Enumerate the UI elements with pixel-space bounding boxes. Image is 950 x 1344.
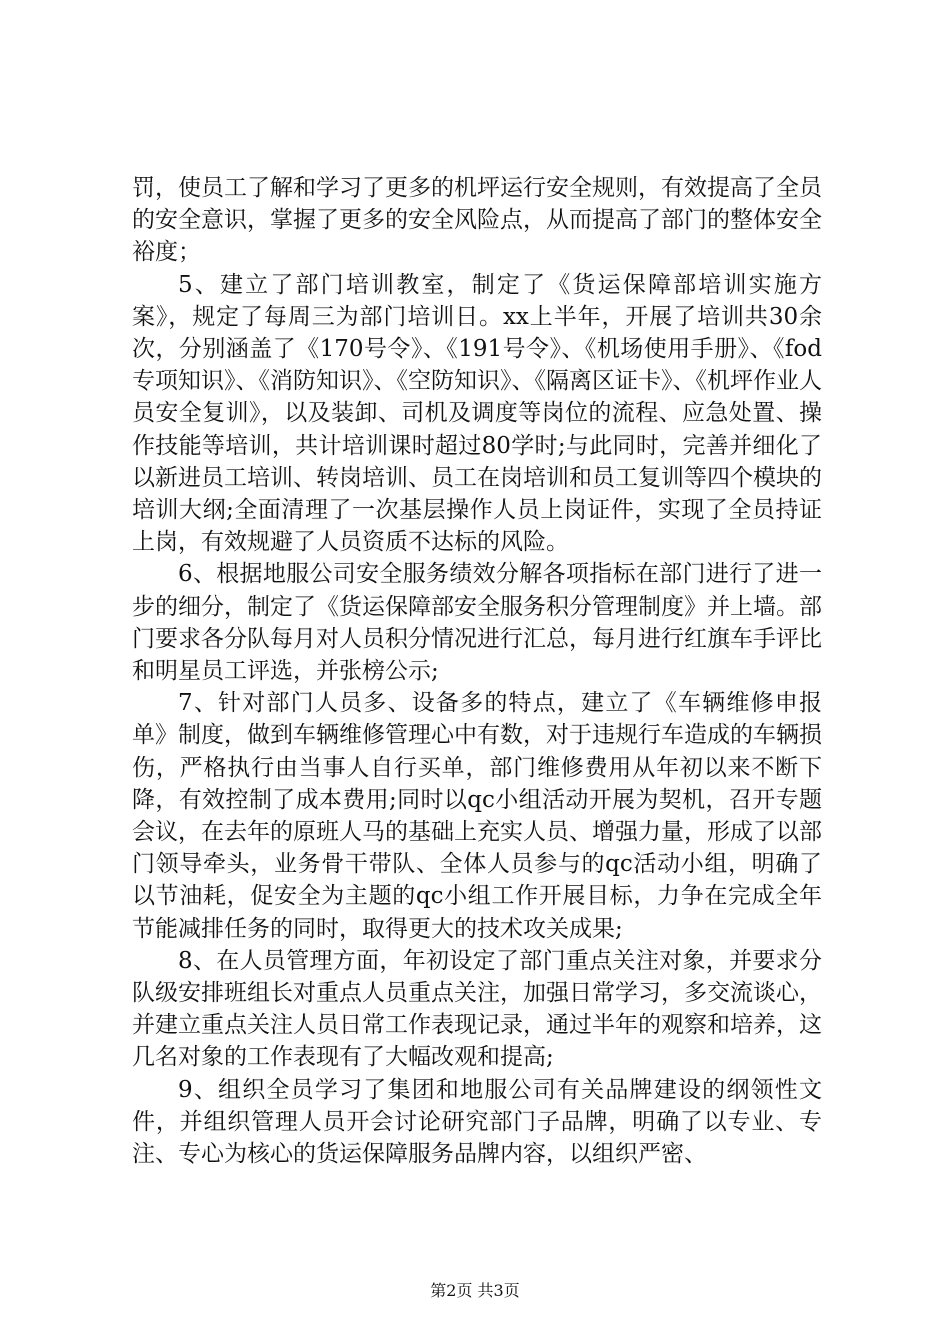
document-body	[132, 172, 822, 1170]
paragraph-item-6: 6、根据地服公司安全服务绩效分解各项指标在部门进行了进一步的细分，制定了《货运保障部安全服务积分管理制度》并上墙。部门要求各分队每月对人员积分情况进行汇总，每月进行红旗车手评比和明星员工评选，并张榜公示;	[132, 561, 822, 685]
paragraph-item-7: 7、针对部门人员多、设备多的特点，建立了《车辆维修申报单》制度，做到车辆维修管理心中有数，对于违规行车造成的车辆损伤，严格执行由当事人自行买单，部门维修费用从年初以来不断下降，有效控制了成本费用;同时以qc小组活动开展为契机，召开专题会议，在去年的原班人马的基础上充实人员、增强力量，形成了以部门领导牵头，业务骨干带队、全体人员参与的qc活动小组，明确了以节油耗，促安全为主题的qc小组工作开展目标，力争在完成全年节能减排任务的同时，取得更大的技术攻关成果;	[132, 690, 822, 942]
paragraph-item-8: 8、在人员管理方面，年初设定了部门重点关注对象，并要求分队级安排班组长对重点人员重点关注，加强日常学习，多交流谈心，并建立重点关注人员日常工作表现记录，通过半年的观察和培养，这几名对象的工作表现有了大幅改观和提高;	[132, 947, 822, 1071]
paragraph-item-9: 9、组织全员学习了集团和地服公司有关品牌建设的纲领性文件，并组织管理人员开会讨论研究部门子品牌，明确了以专业、专注、专心为核心的货运保障服务品牌内容，以组织严密、	[132, 1076, 822, 1168]
page-footer: 第2页 共3页	[430, 1281, 520, 1300]
paragraph-continuation: 罚，使员工了解和学习了更多的机坪运行安全规则，有效提高了全员的安全意识，掌握了更多的安全风险点，从而提高了部门的整体安全裕度；	[132, 175, 822, 266]
paragraph-item-5: 5、建立了部门培训教室，制定了《货运保障部培训实施方案》，规定了每周三为部门培训日。xx上半年，开展了培训共30余次，分别涵盖了《170号令》、《191号令》、《机场使用手册》、《fod专项知识》、《消防知识》、《空防知识》、《隔离区证卡》、《机坪作业人员安全复训》，以及装卸、司机及调度等岗位的流程、应急处置、操作技能等培训，共计培训课时超过80学时;与此同时，完善并细化了以新进员工培训、转岗培训、员工在岗培训和员工复训等四个模块的培训大纲;全面清理了一次基层操作人员上岗证件，实现了全员持证上岗，有效规避了人员资质不达标的风险。	[132, 271, 822, 556]
